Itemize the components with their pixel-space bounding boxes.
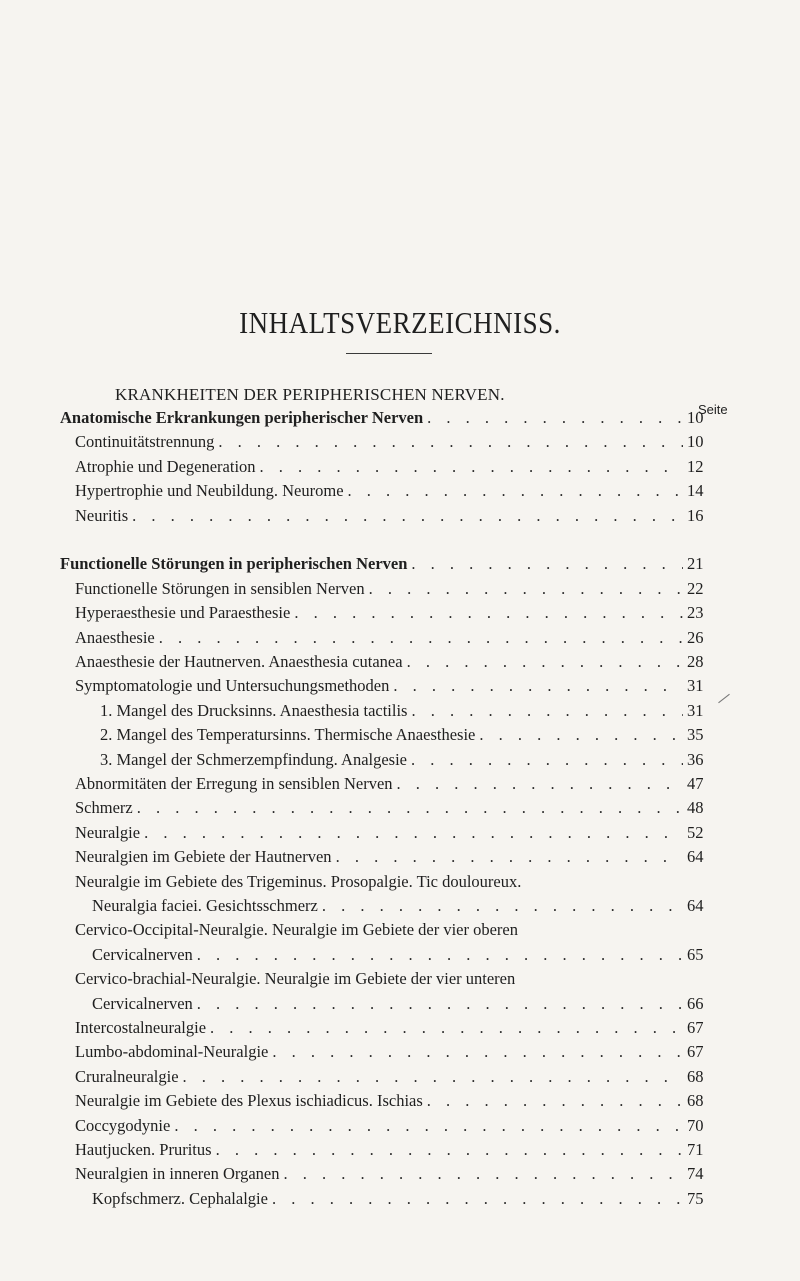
toc-entry[interactable] — [75, 601, 713, 625]
dot-leader — [132, 504, 683, 528]
page-title: INHALTSVERZEICHNISS. — [239, 306, 561, 340]
dot-leader — [369, 577, 683, 601]
toc-page-number: 68 — [687, 1066, 704, 1086]
toc-entry-title: Hyperaesthesie und Paraesthesie — [75, 603, 291, 623]
toc-entry-title: Lumbo-abdominal-Neuralgie — [75, 1042, 269, 1062]
dot-leader — [284, 1162, 684, 1186]
toc-entry[interactable] — [75, 1016, 713, 1040]
toc-entry-title: Cruralneuralgie — [75, 1066, 179, 1086]
dot-leader — [393, 674, 683, 698]
toc-entry-title: Anaesthesie der Hautnerven. Anaesthesia cutanea — [75, 652, 403, 671]
dot-leader — [272, 1040, 683, 1064]
toc-entry[interactable] — [75, 1089, 713, 1113]
toc-entry-title: 1. Mangel des Drucksinns. Anaesthesia tactilis — [100, 700, 408, 720]
dot-leader — [322, 894, 683, 918]
dot-leader — [216, 1138, 683, 1162]
toc-entry[interactable] — [60, 406, 713, 430]
dot-leader — [427, 1089, 683, 1113]
dot-leader — [336, 845, 683, 869]
toc-entry-title: Coccygodynie — [75, 1115, 171, 1135]
toc-entry[interactable] — [100, 748, 713, 772]
toc-entry-first-line: Cervico-brachial-Neuralgie. Neuralgie im Gebiete der vier unteren — [75, 969, 516, 989]
toc-page-number: 68 — [687, 1091, 704, 1111]
toc-entry[interactable] — [92, 943, 713, 967]
toc-page-number: 36 — [687, 749, 704, 769]
margin-mark — [718, 694, 730, 703]
toc-page-number: 10 — [687, 432, 704, 452]
toc-entry-title: 2. Mangel des Temperatursinns. Thermische Anaesthesie — [100, 725, 476, 745]
toc-page-number: 67 — [687, 1018, 704, 1037]
toc-page-number: 23 — [687, 603, 704, 623]
toc-entry-title: Continuitätstrennung — [75, 432, 215, 452]
toc-entry-title: Neuritis — [75, 505, 129, 525]
toc-entry[interactable] — [75, 1040, 713, 1064]
toc-entry-title: Intercostalneuralgie — [75, 1018, 207, 1037]
toc-page-number: 26 — [687, 627, 704, 647]
toc-entry-title: 3. Mangel der Schmerzempfindung. Analgesie — [100, 749, 407, 769]
toc-entry[interactable] — [75, 479, 713, 503]
toc-entry-title: Neuralgie — [75, 822, 141, 842]
page-column-label: Seite — [698, 402, 728, 417]
toc-entry[interactable] — [75, 796, 713, 820]
toc-page-number: 12 — [687, 456, 704, 476]
dot-leader — [411, 552, 683, 576]
toc-entry-title: Hautjucken. Pruritus — [75, 1140, 212, 1159]
toc-entry-title: Schmerz — [75, 798, 133, 818]
dot-leader — [174, 1114, 683, 1138]
toc-entry-title: Anaesthesie — [75, 627, 155, 647]
dot-leader — [348, 479, 683, 503]
toc-entry[interactable] — [75, 1065, 713, 1089]
toc-entry-title: Cervicalnerven — [92, 944, 193, 964]
toc-entry[interactable] — [75, 845, 713, 869]
toc-page-number: 67 — [687, 1042, 704, 1062]
toc-page-number: 28 — [687, 652, 704, 671]
dot-leader — [197, 943, 683, 967]
toc-page-number: 48 — [687, 798, 704, 818]
toc-page-number: 64 — [687, 896, 704, 915]
dot-leader — [137, 796, 683, 820]
toc-entry[interactable] — [75, 430, 713, 454]
dot-leader — [159, 626, 683, 650]
toc-entry[interactable] — [75, 821, 713, 845]
toc-page-number: 70 — [687, 1115, 704, 1135]
toc-page-number: 71 — [687, 1140, 704, 1159]
toc-entry-title: Functionelle Störungen in peripherischen Nerven — [60, 554, 408, 574]
toc-entry[interactable] — [92, 894, 713, 918]
toc-entry[interactable] — [75, 650, 713, 674]
toc-page-number: 64 — [687, 847, 704, 867]
toc-page-number: 65 — [687, 944, 704, 964]
toc-page-number: 21 — [687, 554, 704, 574]
toc-page-number: 47 — [687, 774, 704, 793]
toc-entry[interactable] — [100, 699, 713, 723]
toc-entry[interactable] — [75, 1162, 713, 1186]
toc-page-number: 10 — [687, 408, 704, 427]
toc-entry-first-line: Neuralgie im Gebiete des Trigeminus. Prosopalgie. Tic douloureux. — [75, 871, 522, 891]
toc-page-number: 75 — [687, 1188, 704, 1208]
dot-leader — [411, 699, 683, 723]
toc-entry-title: Neuralgien im Gebiete der Hautnerven — [75, 847, 332, 867]
toc-page-number: 16 — [687, 505, 704, 525]
dot-leader — [294, 601, 683, 625]
dot-leader — [427, 406, 683, 430]
toc-entry[interactable] — [75, 1114, 713, 1138]
toc-entry-title: Functionelle Störungen in sensiblen Nerven — [75, 578, 365, 598]
toc-entry-first-line: Cervico-Occipital-Neuralgie. Neuralgie im Gebiete der vier oberen — [75, 920, 519, 940]
toc-page-number: 14 — [687, 481, 704, 501]
toc-entry-title: Anatomische Erkrankungen peripherischer Nerven — [60, 408, 424, 427]
toc-entry[interactable] — [75, 772, 713, 796]
dot-leader — [407, 650, 683, 674]
dot-leader — [260, 455, 683, 479]
toc-entry-title: Kopfschmerz. Cephalalgie — [92, 1188, 268, 1208]
toc-entry[interactable] — [75, 626, 713, 650]
title-rule — [346, 353, 432, 354]
toc-entry-title: Cervicalnerven — [92, 993, 193, 1013]
toc-entry[interactable] — [92, 992, 713, 1016]
section-heading: KRANKHEITEN DER PERIPHERISCHEN NERVEN. — [115, 385, 505, 404]
toc-entry-title: Symptomatologie und Untersuchungsmethoden — [75, 676, 390, 696]
toc-page-number: 35 — [687, 725, 704, 745]
toc-entry[interactable] — [100, 723, 713, 747]
toc-entry[interactable] — [92, 1187, 713, 1211]
toc-entry-title: Hypertrophie und Neubildung. Neurome — [75, 481, 344, 501]
toc-entry[interactable] — [60, 552, 713, 576]
toc-entry-title: Neuralgie im Gebiete des Plexus ischiadicus. Ischias — [75, 1091, 423, 1111]
toc-page-number: 31 — [687, 676, 704, 696]
toc-entry-title: Atrophie und Degeneration — [75, 456, 256, 476]
toc-entry[interactable] — [75, 1138, 713, 1162]
dot-leader — [183, 1065, 683, 1089]
dot-leader — [397, 772, 683, 796]
toc-page-number: 22 — [687, 578, 704, 598]
toc-entry[interactable] — [75, 455, 713, 479]
dot-leader — [210, 1016, 683, 1040]
dot-leader — [411, 748, 683, 772]
dot-leader — [272, 1187, 683, 1211]
toc-page-number: 66 — [687, 993, 704, 1013]
toc-entry-title: Neuralgien in inneren Organen — [75, 1164, 280, 1184]
toc-page-number: 74 — [687, 1164, 704, 1184]
toc-entry-title: Neuralgia faciei. Gesichtsschmerz — [92, 896, 318, 915]
toc-entry[interactable] — [75, 577, 713, 601]
dot-leader — [218, 430, 683, 454]
toc-page-number: 52 — [687, 822, 704, 842]
toc-entry-title: Abnormitäten der Erregung in sensiblen Nerven — [75, 774, 393, 793]
dot-leader — [144, 821, 683, 845]
toc-entry[interactable] — [75, 504, 713, 528]
toc-page-number: 31 — [687, 700, 704, 720]
toc-entry[interactable] — [75, 674, 713, 698]
dot-leader — [479, 723, 683, 747]
dot-leader — [197, 992, 683, 1016]
